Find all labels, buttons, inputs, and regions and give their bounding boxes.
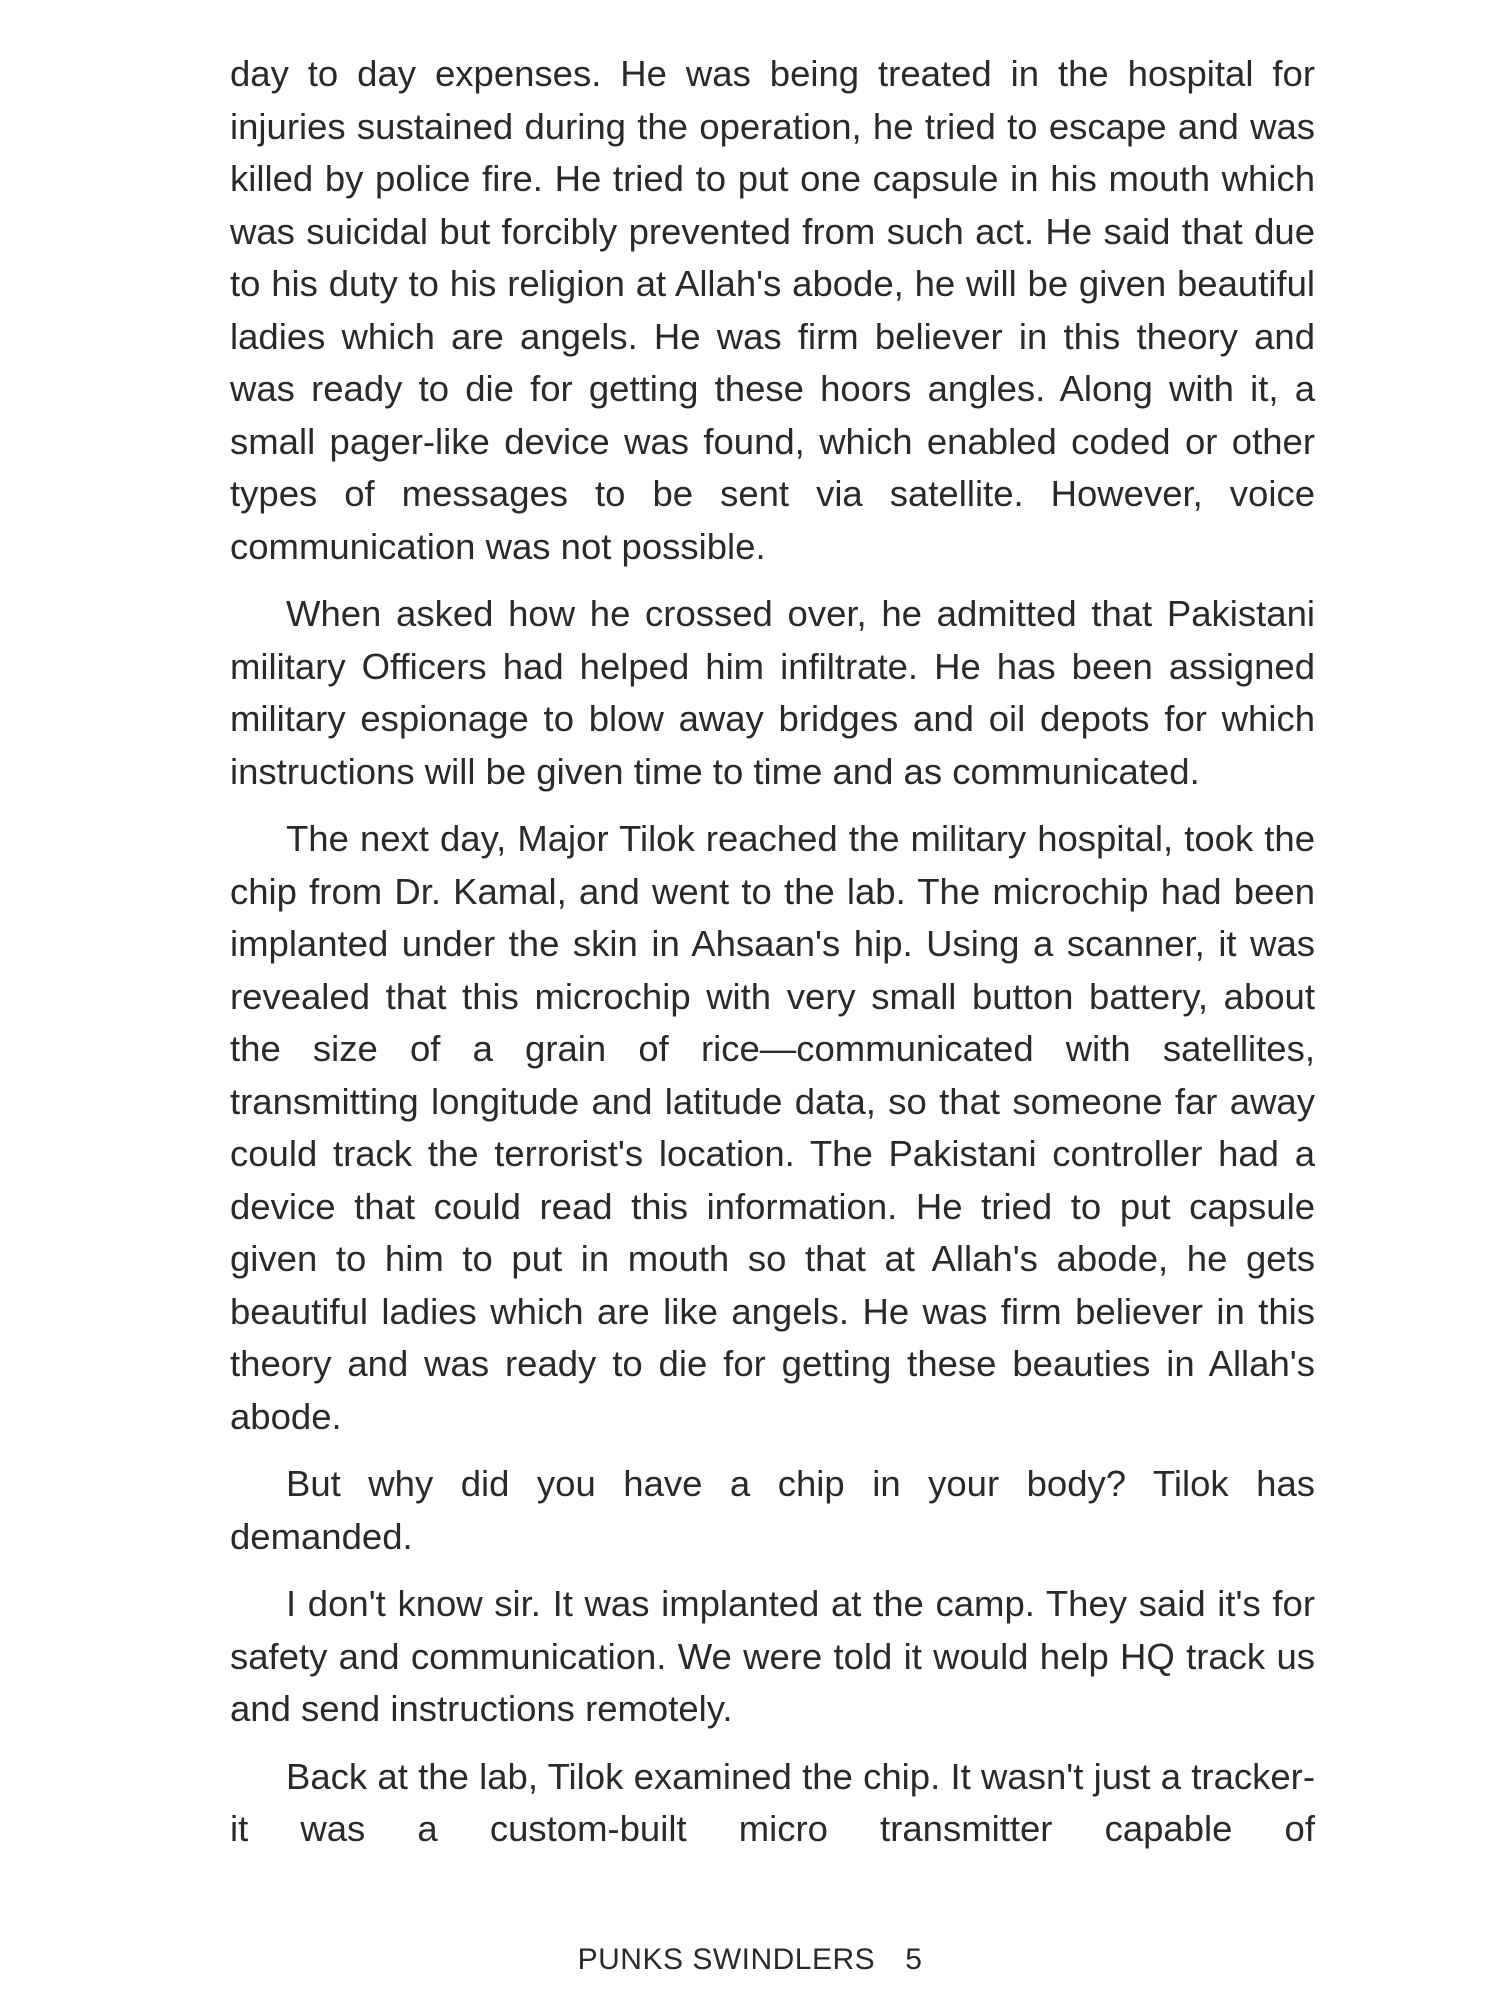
footer-title: PUNKS SWINDLERS [577,1943,876,1976]
page-number: 5 [905,1943,923,1976]
paragraph-1: day to day expenses. He was being treated in the hospital for injuries sustained during the operation, he tried to escape and was killed by police fire. He tried to put one capsule in his mouth which was suicidal but forcibly prevented from such act. He said that due to his duty to his religion at Allah's abode, he will be given beautiful ladies which are angels. He was firm believer in this theory and was ready to die for getting these hoors angles. Along with it, a small pager-like device was found, which enabled coded or other types of messages to be sent via satellite. However, voice communication was not possible. [230,53,1315,567]
paragraph-2: When asked how he crossed over, he admitted that Pakistani military Officers had helped him infiltrate. He has been assigned military espionage to blow away bridges and oil depots for which instructions will be given time to time and as communicated. [230,593,1315,792]
paragraph-6: Back at the lab, Tilok examined the chip. It wasn't just a tracker-it was a custom-built micro transmitter capable of [230,1755,1315,1849]
paragraph-3: The next day, Major Tilok reached the military hospital, took the chip from Dr. Kamal, and went to the lab. The microchip had been implanted under the skin in Ahsaan's hip. Using a scanner, it was revealed that this microchip with very small button battery, about the size of a grain of rice—communicated with satellites, transmitting longitude and latitude data, so that someone far away could track the terrorist's location. The Pakistani controller had a device that could read this information. He tried to put capsule given to him to put in mouth so that at Allah's abode, he gets beautiful ladies which are like angels. He was firm believer in this theory and was ready to die for getting these beauties in Allah's abode. [230,818,1315,1437]
paragraph-5: I don't know sir. It was implanted at the camp. They said it's for safety and communication. We were told it would help HQ track us and send instructions remotely. [230,1583,1315,1729]
body-text [230,48,1315,1871]
paragraph-4: But why did you have a chip in your body? Tilok has demanded. [230,1463,1315,1557]
page-footer [0,1943,1500,1977]
